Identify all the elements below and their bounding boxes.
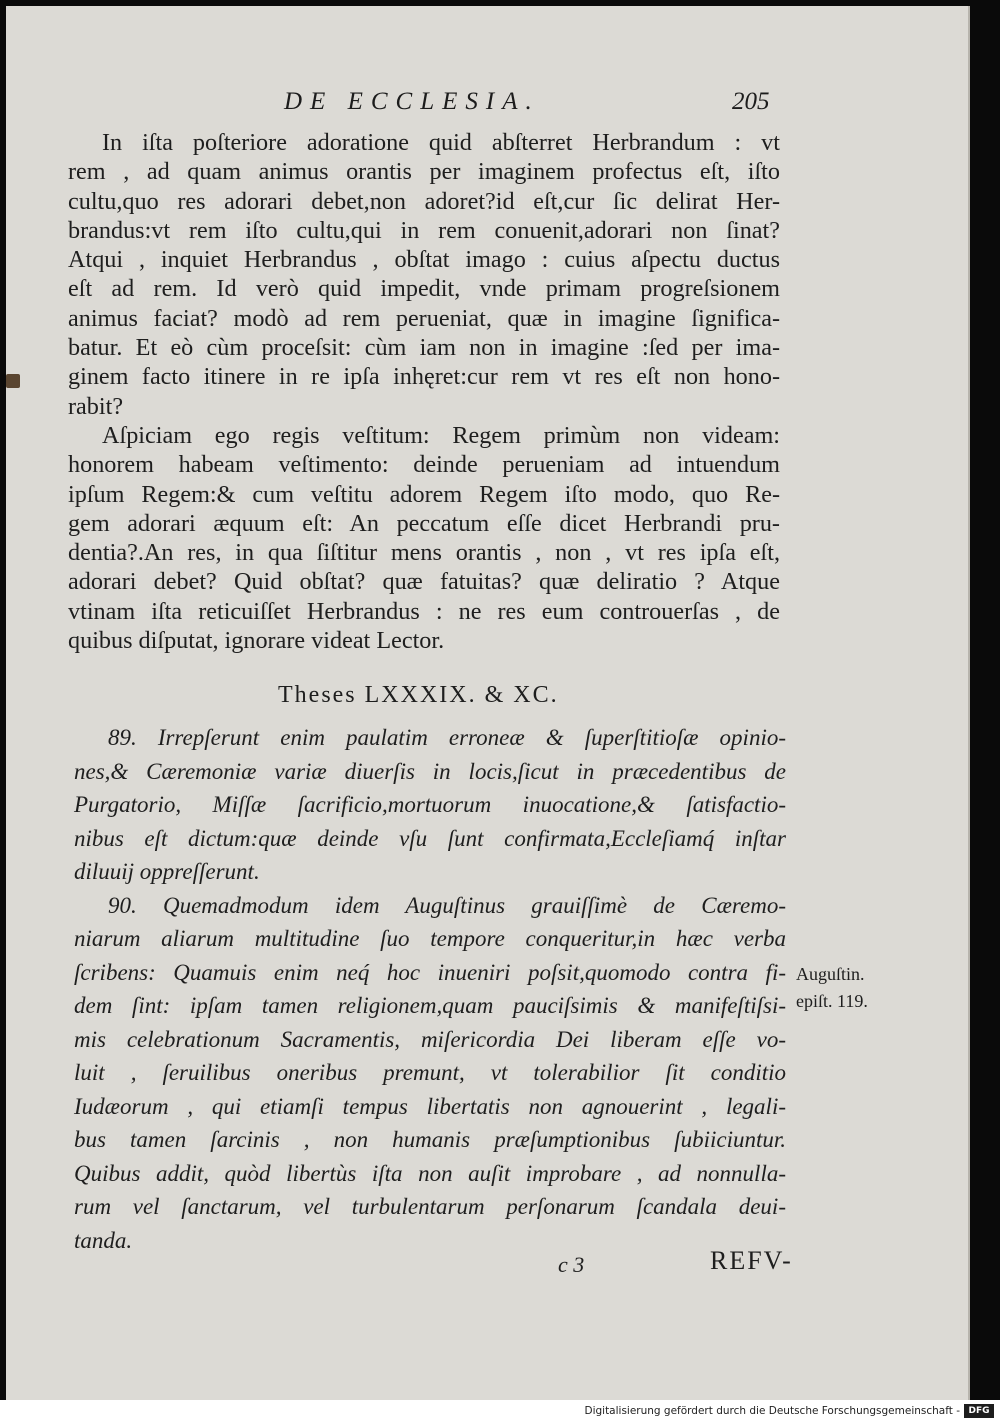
text-line: cultu,quo res adorari debet,non adoret?id eſt,cur ſic delirat Her-	[68, 187, 780, 215]
text-line: bus tamen ſarcinis , non humanis præſumptionibus ſubiiciuntur.	[74, 1127, 786, 1152]
text-line: Aſpiciam ego regis veſtitum: Regem primùm non videam:	[102, 421, 780, 449]
dfg-logo-icon: DFG	[964, 1404, 994, 1418]
binding-mark	[6, 374, 20, 388]
page-header	[6, 88, 968, 118]
text-line: quibus diſputat, ignorare videat Lector.	[68, 627, 445, 655]
text-line: gem adorari æquum eſt: An peccatum eſſe dicet Herbrandi pru-	[68, 509, 780, 537]
text-line: Atqui , inquiet Herbrandus , obſtat imago : cuius aſpectu ductus	[68, 246, 780, 274]
text-line: animus faciat? modò ad rem perueniat, quæ in imagine ſignifica-	[68, 304, 780, 332]
text-line: brandus:vt rem iſto cultu,qui in rem conuenit,adorari non ſinat?	[68, 216, 780, 244]
text-line: rabit?	[68, 392, 124, 420]
margin-note	[796, 961, 868, 1015]
text-line: diluuij oppreſſerunt.	[74, 859, 260, 884]
footer-credit: Digitalisierung gefördert durch die Deutsche Forschungsgemeinschaft -	[584, 1405, 960, 1417]
text-line: tanda.	[74, 1227, 133, 1253]
text-line: dentia?.An res, in qua ſiſtitur mens orantis , non , vt res ipſa eſt,	[68, 539, 780, 567]
text-line: mis celebrationum Sacramentis, miſericordia Dei liberam eſſe vo-	[74, 1026, 786, 1052]
text-line: ginem facto itinere in re ipſa inhęret:cur rem vt res eſt non hono-	[68, 363, 780, 391]
text-line: dem ſint: ipſam tamen religionem,quam pauciſsimis & manifeſtiſsi-	[74, 993, 786, 1018]
margin-note-line-2: epiſt. 119.	[796, 991, 868, 1011]
text-line: ſcribens: Quamuis enim neq́ hoc inueniri poſsit,quomodo contra fi-	[74, 959, 786, 985]
page-number: 205	[732, 88, 770, 115]
signature-mark: c 3	[558, 1252, 585, 1277]
text-line: Purgatorio, Miſſæ ſacrificio,mortuorum inuocatione,& ſatisfactio-	[74, 792, 786, 817]
text-line: Iudæorum , qui etiamſi tempus libertatis non agnouerint , legali-	[74, 1093, 786, 1119]
text-line: nes,& Cæremoniæ variæ diuerſis in locis,ſicut in præcedentibus de	[74, 758, 786, 784]
margin-note-line-1: Auguſtin.	[796, 964, 865, 984]
text-line: niarum aliarum multitudine ſuo tempore conqueritur,in hæc verba	[74, 926, 786, 951]
thesis-89	[74, 721, 786, 889]
page-content	[6, 6, 968, 1400]
book-page	[6, 6, 970, 1400]
paragraph-2	[68, 421, 780, 655]
text-line: In iſta poſteriore adoratione quid abſterret Herbrandum : vt	[102, 129, 780, 156]
text-line: vtinam iſta reticuiſſet Herbrandus : ne res eum controuerſas , de	[68, 597, 780, 625]
text-line: ipſum Regem:& cum veſtitu adorem Regem iſto modo, quo Re-	[68, 480, 780, 508]
text-line: Quibus addit, quòd libertùs iſta non auſit improbare , ad nonnulla-	[74, 1160, 786, 1186]
theses-text	[74, 721, 786, 1257]
catchword: REFV-	[710, 1246, 793, 1275]
footer-bar	[0, 1400, 1000, 1425]
text-line: rem , ad quam animus orantis per imaginem profectus eſt, iſto	[68, 158, 780, 186]
text-line: honorem habeam veſtimento: deinde perueniam ad intuendum	[68, 451, 780, 479]
text-line: nibus eſt dictum:quæ deinde vſu ſunt confirmata,Eccleſiamq́ inſtar	[74, 825, 786, 851]
text-line: luit , ſeruilibus oneribus premunt, vt tolerabilior ſit conditio	[74, 1060, 786, 1085]
text-line: 90. Quemadmodum idem Auguſtinus grauiſſimè de Cæremo-	[108, 892, 786, 918]
main-text	[68, 128, 780, 655]
text-line: adorari debet? Quid obſtat? quæ fatuitas? quæ deliratio ? Atque	[68, 568, 780, 596]
paragraph-1	[68, 128, 780, 421]
thesis-90	[74, 889, 786, 1258]
running-head: DE ECCLESIA.	[284, 88, 540, 115]
section-heading-text: Theses LXXXIX. & XC.	[278, 682, 559, 708]
text-line: eſt ad rem. Id verò quid impedit, vnde primam progreſsionem	[68, 275, 780, 303]
text-line: rum vel ſanctarum, vel turbulentarum perſonarum ſcandala deui-	[74, 1194, 786, 1219]
text-line: batur. Et eò cùm proceſsit: cùm iam non in imagine :ſed per ima-	[68, 334, 780, 362]
text-line: 89. Irrepſerunt enim paulatim erroneæ & ſuperſtitioſæ opinio-	[108, 725, 786, 750]
